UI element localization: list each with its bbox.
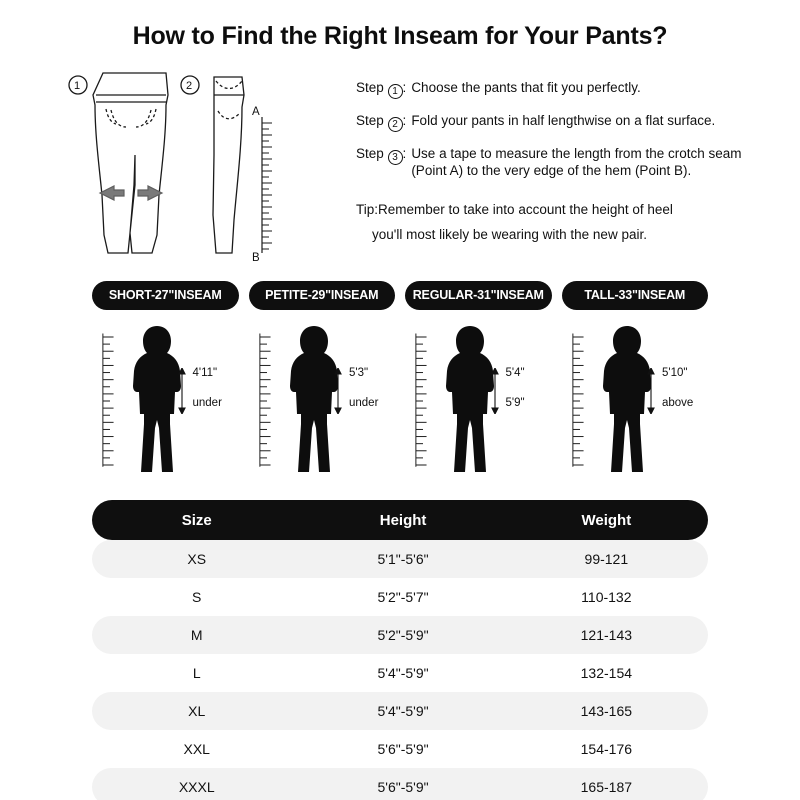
height-bottom-1: under xyxy=(192,397,222,409)
height-top-2: 5'3" xyxy=(349,367,369,379)
table-row xyxy=(92,692,708,730)
arrow-updown-icon-4 xyxy=(644,368,658,414)
top-section xyxy=(0,61,800,275)
height-range-4 xyxy=(644,366,706,410)
cell-size: XL xyxy=(188,703,206,719)
arrow-updown-icon-2 xyxy=(331,368,345,414)
table-row xyxy=(92,540,708,578)
arrow-updown-icon-1 xyxy=(175,368,189,414)
table-row xyxy=(92,616,708,654)
header-height: Height xyxy=(379,511,427,529)
step-3-text: Use a tape to measure the length from the crotch seam (Point A) to the very edge of the hem (Point B). xyxy=(411,146,742,178)
size-table xyxy=(92,500,708,800)
silhouette-row xyxy=(0,310,800,484)
tab-short[interactable]: SHORT-27"INSEAM xyxy=(92,281,239,310)
tab-petite[interactable]: PETITE-29"INSEAM xyxy=(249,281,396,310)
step-item-2 xyxy=(356,112,768,132)
height-range-1 xyxy=(175,366,237,410)
pants-illustrations xyxy=(56,65,346,275)
ruler-icon-2 xyxy=(259,326,275,476)
step-1-number: 1 xyxy=(388,84,403,99)
cell-size: XS xyxy=(187,551,207,567)
height-range-2 xyxy=(331,366,393,410)
point-a-label: A xyxy=(252,106,260,118)
silhouette-cell-regular xyxy=(405,324,552,484)
step-3-number: 3 xyxy=(388,150,403,165)
cell-height: 5'2"-5'7" xyxy=(377,589,429,605)
height-bottom-4: above xyxy=(662,397,694,409)
table-row xyxy=(92,578,708,616)
cell-weight: 154-176 xyxy=(580,741,633,757)
inseam-tabs xyxy=(0,275,800,310)
tip-line-2: you'll most likely be wearing with the new pair. xyxy=(372,227,647,242)
tab-regular[interactable]: REGULAR-31"INSEAM xyxy=(405,281,552,310)
height-top-4: 5'10" xyxy=(662,367,688,379)
height-bottom-2: under xyxy=(349,397,379,409)
cell-weight: 121-143 xyxy=(580,627,633,643)
height-top-3: 5'4" xyxy=(505,367,525,379)
cell-size: XXL xyxy=(183,741,210,757)
table-header-row xyxy=(92,500,708,540)
cell-height: 5'4"-5'9" xyxy=(377,703,429,719)
height-range-3 xyxy=(488,366,550,410)
cell-height: 5'6"-5'9" xyxy=(377,779,429,795)
cell-weight: 99-121 xyxy=(584,551,629,567)
cell-weight: 143-165 xyxy=(580,703,633,719)
silhouette-cell-tall xyxy=(562,324,709,484)
cell-size: L xyxy=(192,665,201,681)
cell-size: M xyxy=(190,627,203,643)
cell-weight: 110-132 xyxy=(581,589,632,605)
table-row xyxy=(92,730,708,768)
height-top-1: 4'11" xyxy=(192,367,218,379)
cell-weight: 165-187 xyxy=(580,779,633,795)
height-bottom-3: 5'9" xyxy=(505,397,525,409)
step-item-3 xyxy=(356,145,768,179)
ruler-icon-3 xyxy=(415,326,431,476)
table-row xyxy=(92,654,708,692)
cell-height: 5'6"-5'9" xyxy=(377,741,429,757)
cell-size: XXXL xyxy=(178,779,215,795)
step-3-label: Step 3 : xyxy=(356,146,407,163)
cell-height: 5'4"-5'9" xyxy=(377,665,429,681)
tab-tall[interactable]: TALL-33"INSEAM xyxy=(562,281,709,310)
step-1-label: Step 1 : xyxy=(356,80,407,97)
header-size: Size xyxy=(181,511,212,529)
header-weight: Weight xyxy=(581,511,632,529)
cell-size: S xyxy=(192,589,202,605)
cell-height: 5'1"-5'6" xyxy=(377,551,429,567)
silhouette-cell-petite xyxy=(249,324,396,484)
cell-weight: 132-154 xyxy=(580,665,633,681)
pants-diagram-svg xyxy=(56,65,346,275)
cell-height: 5'2"-5'9" xyxy=(377,627,429,643)
table-row xyxy=(92,768,708,800)
page-title: How to Find the Right Inseam for Your Pants? xyxy=(132,22,668,50)
steps-list xyxy=(356,65,768,275)
step-1-text: Choose the pants that fit you perfectly. xyxy=(411,80,641,95)
silhouette-cell-short xyxy=(92,324,239,484)
figure-1-number: 1 xyxy=(74,80,81,92)
arrow-updown-icon-3 xyxy=(488,368,502,414)
figure-2-number: 2 xyxy=(186,80,193,92)
tip-line-1: Tip:Remember to take into account the height of heel xyxy=(356,202,673,217)
ruler-icon-4 xyxy=(572,326,588,476)
point-b-label: B xyxy=(252,252,260,264)
step-2-number: 2 xyxy=(388,117,403,132)
ruler-icon-1 xyxy=(102,326,118,476)
step-2-text: Fold your pants in half lengthwise on a flat surface. xyxy=(411,113,716,128)
step-item-1 xyxy=(356,79,768,99)
step-2-label: Step 2 : xyxy=(356,113,407,130)
